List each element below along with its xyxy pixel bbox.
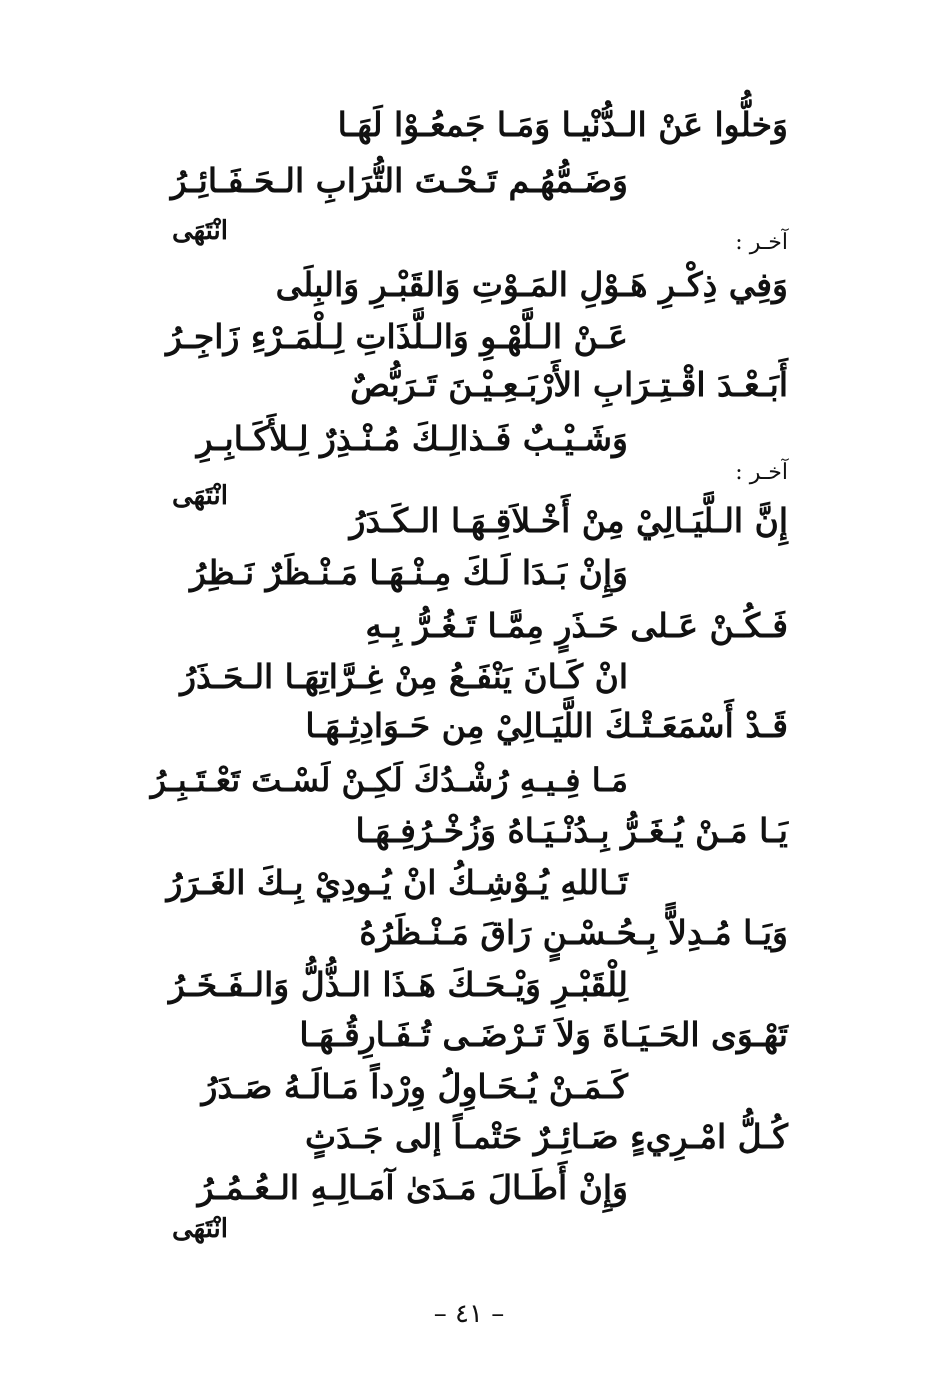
end-marker: انْتَهَى: [172, 481, 228, 511]
verse-line: قَـدْ أَسْمَعَـتْـكَ اللَّيَـالِيْ مِن حَـوَادِثِـهَـا: [305, 706, 788, 745]
verse-line: وَخلُّوا عَنْ الـدُّنْيـا وَمَـا جَمعُـوْا لَهَـا: [337, 105, 788, 144]
verse-line: وَفِي ذِكْـرِ هَـوْلِ المَـوْتِ وَالقَبْـرِ وَالبِلَى: [275, 265, 788, 304]
verse-line: تَـاللهِ يُـوْشِـكُ انْ يُـودِيْ بِـكَ الغَـرَرُ: [166, 863, 628, 902]
section-label: آخـر :: [735, 460, 788, 485]
verse-line: كَـمَـنْ يُـحَـاوِلُ وِرْداً مَـالَـهُ صَـدَرُ: [201, 1067, 628, 1106]
verse-line: إِنَّ الـلَّيَـالِيْ مِنْ أَخْـلاَقِـهَـا الـكَـدَرُ: [349, 501, 788, 540]
end-marker: انْتَهَى: [172, 216, 228, 246]
verse-line: كُـلُّ امْـرِيءٍ صَـائِـرٌ حَتْمـاً إلى جَـدَثٍ: [304, 1117, 788, 1156]
end-marker: انْتَهَى: [172, 1214, 228, 1244]
verse-line: فَـكُـنْ عَـلى حَـذَرٍ مِمَّـا تَـغُـرُّ بِـهِ: [365, 606, 788, 645]
verse-line: يَـا مَـنْ يُـغَـرُّ بِـدُنْـيَـاهُ وَزُخْـرُفِـهَـا: [355, 811, 788, 850]
verse-line: وَيَـا مُـدِلاًّ بِـحُـسْـنٍ رَاقَ مَـنْـظَرُهُ: [359, 913, 788, 952]
verse-line: انْ كَـانَ يَنْفَـعُ مِنْ غِـرَّاتِهَـا الـحَـذَرُ: [180, 657, 628, 696]
verse-line: وَشَـيْـبٌ فَـذالِـكَ مُـنْـذِرٌ لِـلأَكَـابِـرِ: [196, 419, 628, 458]
page-number: – ٤١ –: [433, 1299, 505, 1329]
verse-line: عَـنْ الـلَّهْـوِ وَالـلَّذَاتِ لِـلْمَـرْءِ زَاجِـرُ: [166, 317, 628, 356]
verse-line: وَإِنْ أَطَـالَ مَـدَىٰ آمَـالِـهِ الـعُـمُـرُ: [197, 1168, 628, 1207]
verse-line: لِلْقَبْـرِ وَيْـحَـكَ هَـذَا الـذُّلُّ وَالـفَـخَـرُ: [168, 965, 628, 1004]
verse-line: مَـا فِـيـهِ رُشْـدُكَ لَكِـنْ لَسْـتَ تَعْـتَـبِـرُ: [150, 761, 628, 799]
verse-line: أَبَـعْـدَ اقْـتِـرَابِ الأَرْبَـعِـيْـنَ تَـرَبُّصٌ: [350, 365, 788, 404]
verse-line: وَضَـمُّهُـم تَـحْـتَ التُّرَابِ الـحَـفَـائِـرُ: [170, 161, 628, 200]
verse-line: وَإِنْ بَـدَا لَـكَ مِـنْـهَـا مَـنْـظَرٌ نَـظِرُ: [190, 553, 628, 592]
section-label: آخـر :: [735, 230, 788, 255]
verse-line: تَهْـوَى الحَـيَـاةَ وَلاَ تَـرْضَـى تُـفَـارِقُـهَـا: [299, 1015, 788, 1054]
